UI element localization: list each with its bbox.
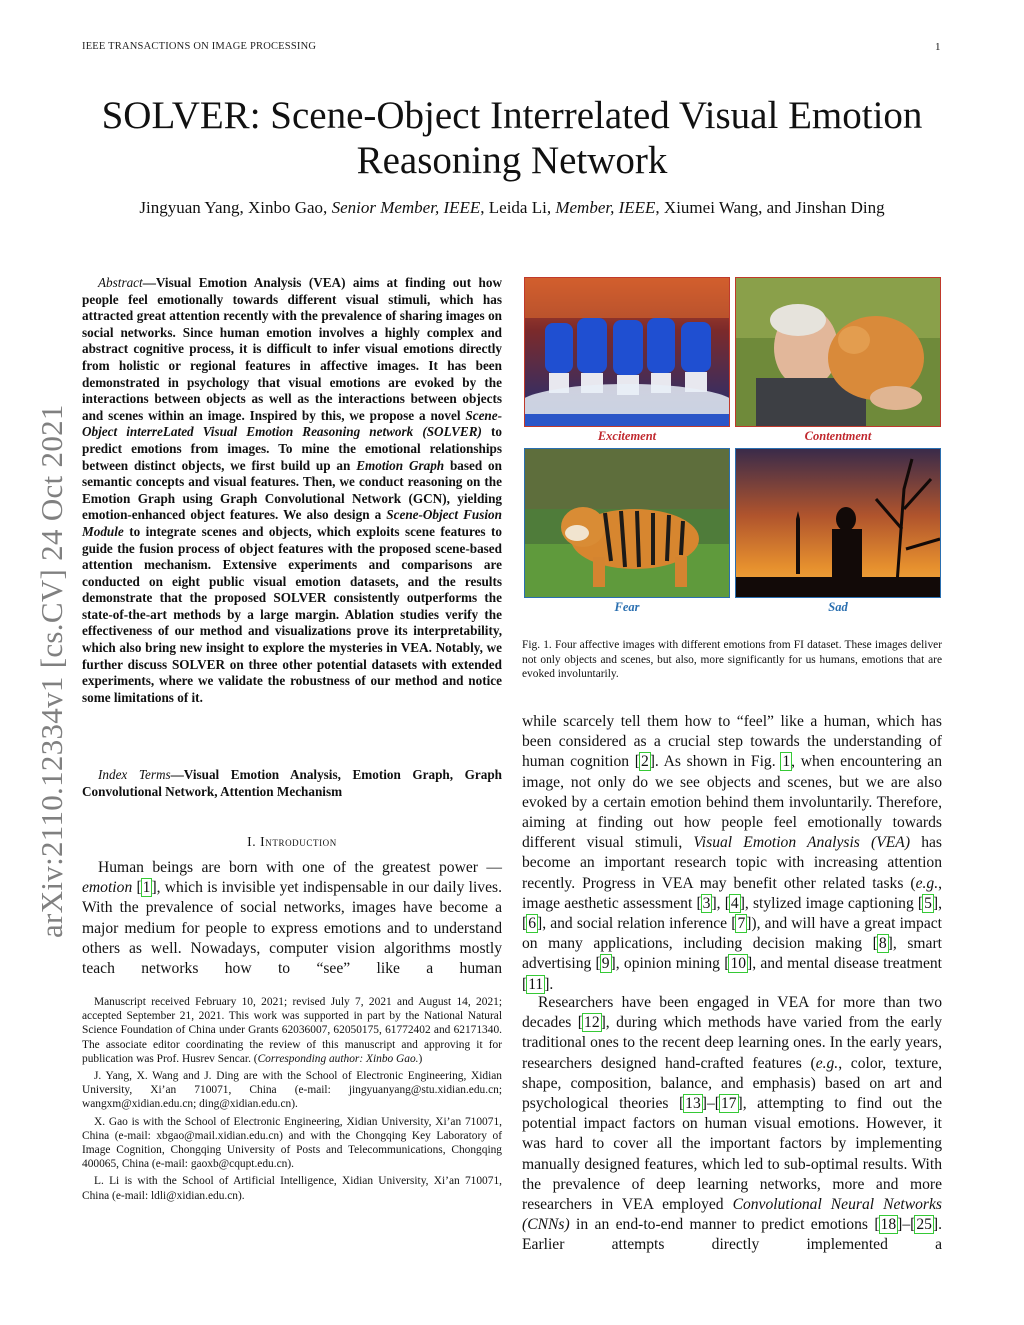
- r2-text-1: Researchers have been engaged in VEA for more than two decades [: [522, 994, 942, 1032]
- man-with-cat-icon: [736, 278, 940, 426]
- footnote-affiliation-2: X. Gao is with the School of Electronic Engineering, Xidian University, Xi’an 710071, China (e-mail: xbgao@mail.xidian.edu.cn) and with the Chongqing Key Laboratory of Image Cognition, Chongqing University of Posts and Telecommunications, Chongqing 400065, China (e-mail: gaoxb@cqupt.edu.cn).: [82, 1115, 502, 1171]
- r2-text-4: ]–[: [701, 1095, 720, 1113]
- footnote-affiliation-3: L. Li is with the School of Artificial Intelligence, Xidian University, Xi’an 710071, China (e-mail: ldli@xidian.edu.cn).: [82, 1175, 502, 1202]
- citation-link[interactable]: 25: [916, 1216, 932, 1234]
- footnote-affiliation-1: J. Yang, X. Wang and J. Ding are with the School of Electronic Engineering, Xidian University, Xi’an 710071, China (e-mail: jingyuanyang@stu.xidian.edu.cn; wangxm@xidian.edu.cn; ding@xidian.edu.cn).: [82, 1070, 502, 1111]
- citation-link[interactable]: 1: [142, 879, 151, 897]
- r1-text-11: ], smart advertising [: [522, 935, 942, 973]
- intro-text-2: , which is invisible yet indispensable in our daily lives. With the prevalence of social networks, images have become a major medium for people to express emotions and to understand others as well. Nowadays, computer vision algorithms mostly teach networks how to “see” like a human: [82, 879, 502, 978]
- index-terms: [82, 767, 502, 800]
- footnote-manuscript-close: ): [418, 1052, 423, 1065]
- abstract-label: Abstract: [98, 275, 143, 290]
- citation-link[interactable]: 13: [685, 1095, 701, 1113]
- corresponding-author: Corresponding author: Xinbo Gao.: [257, 1052, 419, 1065]
- section-title: Introduction: [260, 834, 337, 849]
- citation-link[interactable]: 18: [880, 1216, 897, 1234]
- abstract-italic-2: Emotion Graph: [356, 457, 445, 473]
- author-role-1: Senior Member, IEEE: [331, 198, 481, 217]
- r2-text-8: ]. Earlier attempts directly implemented a: [522, 1216, 942, 1254]
- figure-label-sad: Sad: [828, 600, 848, 614]
- journal-header: IEEE TRANSACTIONS ON IMAGE PROCESSING: [82, 41, 317, 52]
- r1-text-9: ], and social relation inference [: [537, 915, 737, 933]
- footnotes: [82, 995, 502, 1206]
- author-role-2: Member, IEEE: [555, 198, 656, 217]
- figure-sad-image: [735, 448, 941, 598]
- intro-italic-emotion: emotion: [82, 879, 133, 897]
- r2-italic-cnn: Convolutional Neural Networks (CNNs): [522, 1196, 942, 1234]
- figure-label-fear: Fear: [614, 600, 640, 614]
- citation-link[interactable]: 6: [528, 915, 536, 933]
- abstract-italic-1: Scene-Object interreLated Visual Emotion Reasoning network (SOLVER): [82, 407, 502, 440]
- authors-part1: Jingyuan Yang, Xinbo Gao,: [139, 198, 328, 217]
- index-terms-text: Visual Emotion Analysis, Emotion Graph, Graph Convolutional Network, Attention Mechanism: [82, 767, 502, 799]
- arxiv-stamp[interactable]: arXiv:2110.12334v1 [cs.CV] 24 Oct 2021: [34, 404, 69, 938]
- tiger-icon: [525, 449, 729, 597]
- r1-text-3: , when encountering an image, not only do we see objects and scenes, but we are also evoked by a certain emotion behind them involuntarily. Therefore, aiming at finding out how people feel emotionally towards different visual stimuli,: [522, 753, 943, 852]
- abstract: [82, 275, 502, 706]
- r1-text-12: ], opinion mining [: [610, 955, 730, 973]
- citation-link[interactable]: 3: [702, 894, 711, 912]
- citation-link[interactable]: 7: [737, 915, 746, 933]
- r1-text-13: ], and mental disease treatment [: [522, 955, 942, 993]
- r2-text-7: ]–[: [897, 1216, 916, 1234]
- footnote-manuscript: [82, 995, 502, 1066]
- figure-caption: Fig. 1. Four affective images with different emotions from FI dataset. These images deliver not only objects and scenes, but also, more significantly for us humans, emotions that are evoked involuntarily.: [522, 639, 942, 681]
- r2-text-6: in an end-to-end manner to predict emotions [: [569, 1216, 880, 1234]
- figure-link[interactable]: 1: [782, 753, 791, 771]
- r1-text-7: ], stylized image captioning [: [739, 894, 924, 912]
- r1-text-14: ].: [544, 975, 554, 993]
- abstract-text-4: to integrate scenes and objects, which exploits scene features to guide the fusion process of object features with the proposed scene-based attention mechanism. Extensive experiments and comparisons are conducted on eight public visual emotion datasets, and the results demonstrate that the proposed SOLVER consistently outperforms the state-of-the-art methods by a large margin. Ablation studies verify the effectiveness of our method and visualizations prove its interpretability, which also bring new insight to explore the mysteries in VEA. Notably, we further discuss SOLVER on three other potential datasets with extended experiments, where we validate the robustness of our method and notice some limitations of it.: [82, 523, 502, 705]
- intro-text-1: Human beings are born with one of the greatest power —: [98, 859, 502, 876]
- authors-part2: , Leida Li,: [480, 198, 552, 217]
- citation-link[interactable]: 5: [924, 894, 932, 912]
- abstract-italic-3: Scene-Object Fusion Module: [82, 507, 502, 539]
- right-paragraph-2: [522, 993, 942, 1256]
- r2-text-3: , color, texture, shape, composition, balance, and emphasis) based on art and psychological theories [: [522, 1054, 943, 1113]
- abstract-text-2: to predict emotions from images. To mine the emotional relationships between distinct objects, we first build up an: [82, 424, 502, 473]
- figure-label-excitement: Excitement: [597, 429, 657, 443]
- r1-text-2: ]. As shown in Fig.: [649, 753, 782, 771]
- silhouette-sunset-icon: [736, 449, 940, 597]
- figure-excitement-image: [524, 277, 730, 427]
- figure-label-contentment: Contentment: [804, 429, 872, 443]
- r1-italic-vea: Visual Emotion Analysis (VEA): [693, 834, 911, 852]
- r2-italic-eg: e.g.: [815, 1054, 839, 1072]
- citation-link[interactable]: 4: [730, 894, 739, 912]
- section-number: I.: [247, 834, 257, 849]
- r1-text-10: ]), and will have a great impact on many applications, including decision making [: [522, 915, 943, 953]
- page-number: 1: [935, 41, 941, 53]
- right-paragraph-1: [522, 712, 942, 995]
- r1-text-4: has become an important research topic with increasing attention recently. Progress in VEA may benefit other related tasks (: [522, 834, 942, 892]
- index-terms-dash: —: [170, 767, 184, 782]
- figure-contentment-image: [735, 277, 941, 427]
- citation-link[interactable]: 10: [730, 955, 747, 973]
- r2-text-5: ], attempting to find out the potential impact factors on human visual emotions. However, it was hard to cover all the important factors by implementing manually designed features, which led to sub-optimal results. With the prevalence of deep learning networks, more and more researchers in VEA employed: [522, 1095, 942, 1214]
- r1-text-1: while scarcely tell them how to “feel” like a human, which has been considered as a crucial step towards the understanding of human cognition [: [522, 713, 942, 771]
- r1-text-8: ], [: [522, 894, 943, 933]
- abstract-dash: —: [142, 275, 156, 290]
- section-heading: [82, 834, 502, 850]
- citation-link[interactable]: 17: [720, 1095, 737, 1113]
- r1-text-6: ], [: [711, 894, 730, 912]
- citation-link[interactable]: 2: [640, 753, 649, 771]
- football-players-icon: [525, 278, 729, 426]
- citation-link[interactable]: 9: [601, 955, 610, 973]
- r2-text-2: ], during which methods have varied from the early traditional ones to the recent deep learning ones. In the early years, researchers designed hand-crafted features (: [522, 1014, 942, 1072]
- authors-part3: , Xiumei Wang, and Jinshan Ding: [655, 198, 885, 217]
- intro-paragraph: Human beings are born with one of the greatest power — emotion [1], which is invisible yet indispensable in our daily lives. With the prevalence of social networks, images have become a major medium for people to express emotions and to understand others as well. Nowadays, computer vision algorithms mostly teach networks how to “see” like a human: [82, 859, 502, 978]
- figure-fear-image: [524, 448, 730, 598]
- r1-text-5: , image aesthetic assessment [: [522, 874, 942, 912]
- abstract-text-1: Visual Emotion Analysis (VEA) aims at finding out how people feel emotionally towards different visual stimuli, which has attracted great attention recently with the prevalence of sharing images on social networks. Since human emotion involves a highly complex and abstract cognitive process, it is difficult to infer visual emotions directly from holistic or regional features in affective images. It has been demonstrated in psychology that visual emotions are evoked by the interactions between objects as well as the interactions between objects and scenes within an image. Inspired by this, we propose a novel: [82, 275, 502, 423]
- citation-link[interactable]: 11: [528, 975, 544, 993]
- paper-title: SOLVER: Scene-Object Interrelated Visual Emotion Reasoning Network: [101, 94, 923, 182]
- footnote-manuscript-text: Manuscript received February 10, 2021; revised July 7, 2021 and August 14, 2021; accepted September 21, 2021. This work was supported in part by the National Natural Science Foundation of China under Grants 62036007, 62050175, 61772402 and 62171340. The associate editor coordinating the review of this manuscript and approving it for publication was Prof. Husrev Sencar. (: [82, 996, 502, 1065]
- abstract-text-3: based on semantic concepts and visual features. Then, we conduct reasoning on the Emotion Graph using Graph Convolutional Network (GCN), yielding emotion-enhanced object features. We also design a: [82, 457, 502, 523]
- author-list: [60, 198, 964, 218]
- citation-link[interactable]: 8: [878, 935, 887, 953]
- citation-link[interactable]: 12: [584, 1014, 600, 1032]
- index-terms-label: Index Terms: [98, 767, 171, 782]
- r1-italic-eg: e.g.: [915, 874, 939, 892]
